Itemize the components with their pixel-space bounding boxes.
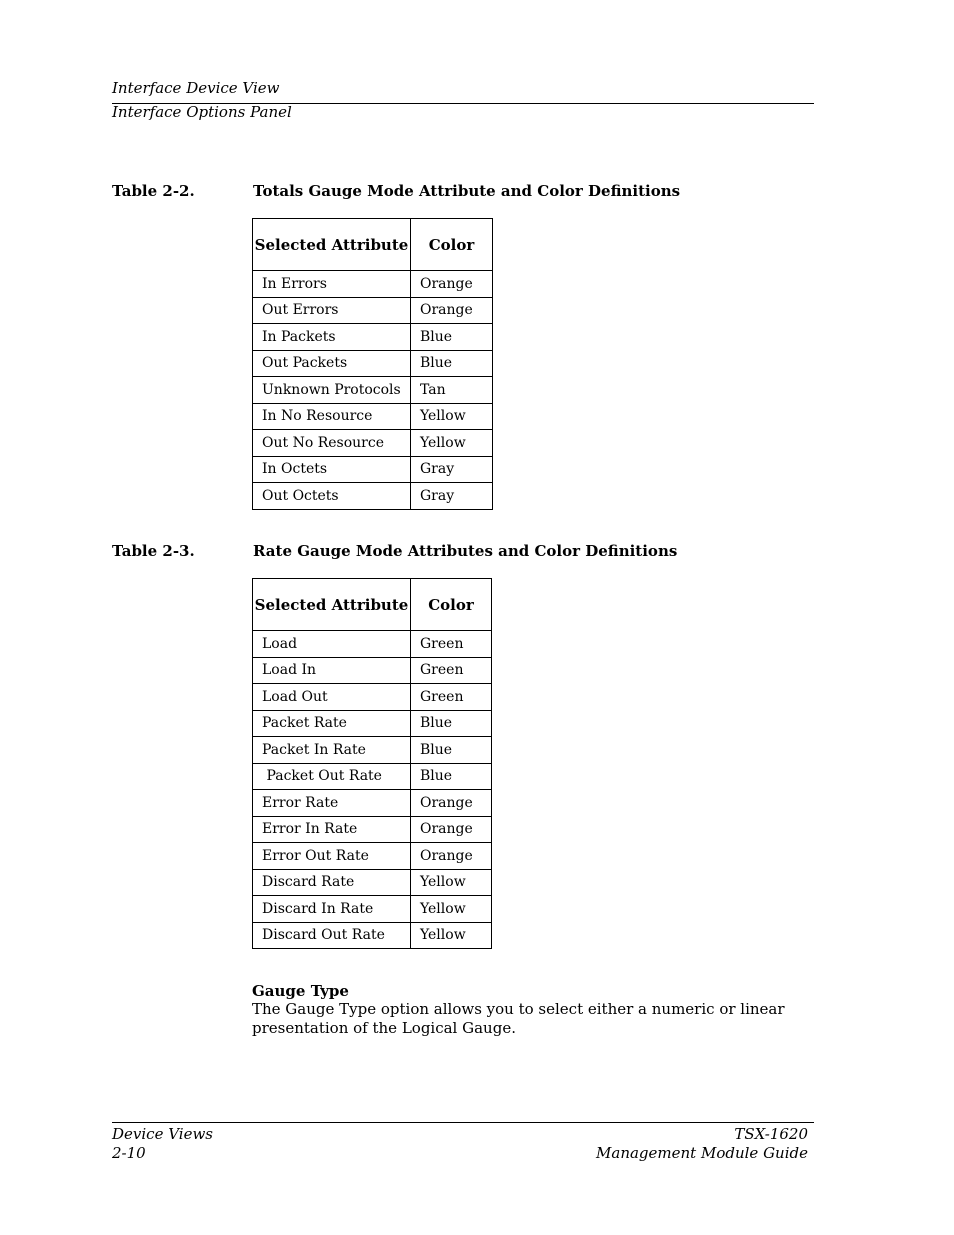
footer-guide-title: Management Module Guide — [596, 1144, 808, 1162]
color-cell: Gray — [411, 456, 493, 483]
table-row — [253, 684, 492, 711]
table-row — [253, 657, 492, 684]
attribute-cell: Packet Out Rate — [253, 763, 411, 790]
table-row — [253, 763, 492, 790]
footer-product: TSX-1620 — [734, 1125, 808, 1143]
attribute-cell: Packet Rate — [253, 710, 411, 737]
table-row — [253, 710, 492, 737]
footer-right — [596, 1125, 808, 1163]
running-header-section: Interface Device View — [112, 79, 280, 97]
color-cell: Gray — [411, 483, 493, 510]
color-cell: Green — [411, 684, 492, 711]
attribute-cell: Discard In Rate — [253, 896, 411, 923]
table-row — [253, 737, 492, 764]
table-header-row — [253, 219, 493, 271]
table-row — [253, 869, 492, 896]
footer-chapter: Device Views — [112, 1125, 214, 1143]
table-row — [253, 631, 492, 658]
table-row — [253, 456, 493, 483]
table-title: Rate Gauge Mode Attributes and Color Definitions — [253, 542, 678, 560]
attribute-cell: Error Rate — [253, 790, 411, 817]
column-header-attribute: Selected Attribute — [253, 219, 411, 271]
table-row — [253, 430, 493, 457]
body-paragraph: The Gauge Type option allows you to select either a numeric or linear presentation of the Logical Gauge. — [252, 1000, 785, 1037]
color-cell: Green — [411, 657, 492, 684]
footer-rule — [112, 1122, 814, 1123]
table-number: Table 2-3. — [112, 542, 195, 560]
attribute-cell: Discard Rate — [253, 869, 411, 896]
attribute-cell: Error In Rate — [253, 816, 411, 843]
page-number: 2-10 — [112, 1144, 146, 1162]
table-row — [253, 816, 492, 843]
table-row — [253, 922, 492, 949]
rate-gauge-table — [252, 578, 492, 949]
table-row — [253, 350, 493, 377]
attribute-cell: Error Out Rate — [253, 843, 411, 870]
table-row — [253, 297, 493, 324]
attribute-cell: In No Resource — [253, 403, 411, 430]
attribute-cell: Out Octets — [253, 483, 411, 510]
table-row — [253, 377, 493, 404]
attribute-cell: Out Packets — [253, 350, 411, 377]
color-cell: Tan — [411, 377, 493, 404]
color-cell: Orange — [411, 297, 493, 324]
table-row — [253, 271, 493, 298]
table-row — [253, 324, 493, 351]
totals-gauge-table — [252, 218, 493, 510]
table-number: Table 2-2. — [112, 182, 195, 200]
color-cell: Blue — [411, 737, 492, 764]
color-cell: Orange — [411, 790, 492, 817]
attribute-cell: Discard Out Rate — [253, 922, 411, 949]
table-body — [253, 271, 493, 510]
attribute-cell: Out Errors — [253, 297, 411, 324]
color-cell: Yellow — [411, 403, 493, 430]
color-cell: Yellow — [411, 430, 493, 457]
attribute-cell: Load — [253, 631, 411, 658]
table-body — [253, 631, 492, 949]
color-cell: Yellow — [411, 896, 492, 923]
table-row — [253, 483, 493, 510]
attribute-cell: Packet In Rate — [253, 737, 411, 764]
attribute-cell: In Octets — [253, 456, 411, 483]
table-row — [253, 790, 492, 817]
attribute-cell: Load Out — [253, 684, 411, 711]
color-cell: Orange — [411, 271, 493, 298]
color-cell: Blue — [411, 324, 493, 351]
attribute-cell: In Packets — [253, 324, 411, 351]
column-header-color: Color — [411, 219, 493, 271]
table-row — [253, 896, 492, 923]
running-header-subsection: Interface Options Panel — [112, 103, 292, 121]
color-cell: Yellow — [411, 922, 492, 949]
column-header-color: Color — [411, 579, 492, 631]
attribute-cell: In Errors — [253, 271, 411, 298]
color-cell: Orange — [411, 816, 492, 843]
color-cell: Orange — [411, 843, 492, 870]
color-cell: Green — [411, 631, 492, 658]
color-cell: Blue — [411, 350, 493, 377]
attribute-cell: Unknown Protocols — [253, 377, 411, 404]
column-header-attribute: Selected Attribute — [253, 579, 411, 631]
section-heading: Gauge Type — [252, 982, 349, 1000]
table-title: Totals Gauge Mode Attribute and Color Definitions — [253, 182, 681, 200]
color-cell: Blue — [411, 710, 492, 737]
attribute-cell: Out No Resource — [253, 430, 411, 457]
color-cell: Yellow — [411, 869, 492, 896]
table-header-row — [253, 579, 492, 631]
color-cell: Blue — [411, 763, 492, 790]
footer-left — [112, 1125, 213, 1163]
attribute-cell: Load In — [253, 657, 411, 684]
table-row — [253, 403, 493, 430]
table-row — [253, 843, 492, 870]
